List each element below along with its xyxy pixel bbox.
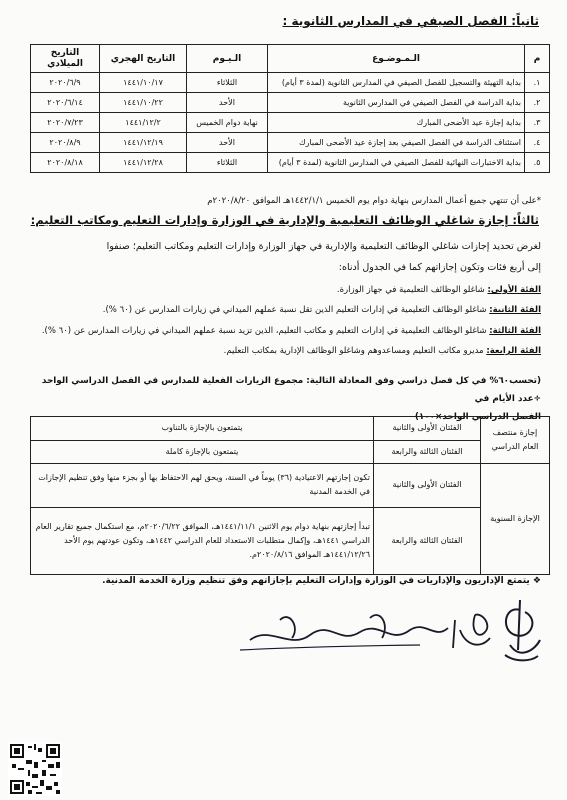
administrators-note: ❖ يتمتع الإداريون والإداريات في الوزارة وإدارات التعليم بإجازاتهم وفق تنظيم وزارة الخدمة المدنية. bbox=[102, 576, 541, 586]
calc-line-2: الفصل الدراسي الواحد×١٠٠) bbox=[414, 412, 541, 422]
gregorian-date-cell: ٢٠٢٠/٧/٢٣ bbox=[31, 113, 100, 133]
table-row bbox=[31, 417, 550, 441]
intro-paragraph bbox=[26, 236, 541, 278]
table-row bbox=[31, 93, 550, 113]
subject-cell: بداية التهيئة والتسجيل للفصل الصيفي في المدارس الثانوية (لمدة ٣ أيام) bbox=[268, 73, 525, 93]
intro-line-2: إلى أربع فئات وتكون إجازاتهم كما في الجدول أدناه: bbox=[338, 262, 541, 273]
category-label: الفئة الثانية: bbox=[489, 305, 541, 315]
table-row bbox=[31, 73, 550, 93]
row-number: ٥. bbox=[525, 153, 550, 173]
schools-end-note: *على أن تنتهي جميع أعمال المدارس بنهاية دوام يوم الخميس ١٤٤٢/١/١هـ الموافق ٢٠٢٠/٨/٢٠م bbox=[207, 196, 541, 206]
subject-cell: بداية الدراسة في الفصل الصيفي في المدارس الثانوية bbox=[268, 93, 525, 113]
subject-cell: بداية الاختبارات النهائية للفصل الصيفي في المدارس الثانوية (لمدة ٣ أيام) bbox=[268, 153, 525, 173]
hijri-date-cell: ١٤٤١/١٢/١٩ bbox=[100, 133, 187, 153]
leave-text-cell: تكون إجازتهم الاعتيادية (٣٦) يوماً في السنة، ويحق لهم الاحتفاظ بها أو بجزء منها وفق تنظيم الإجازات في الخدمة المدنية bbox=[31, 464, 374, 508]
category-2 bbox=[103, 305, 541, 315]
table-row bbox=[31, 133, 550, 153]
gregorian-date-cell: ٢٠٢٠/٦/٩ bbox=[31, 73, 100, 93]
category-text: شاغلو الوظائف التعليمية في إدارات التعليم و مكاتب التعليم، الذين تزيد نسبة عملهم الميداني في زيارات المدارس عن (٦٠ %). bbox=[41, 326, 490, 336]
qr-code-icon bbox=[8, 742, 62, 796]
table-row bbox=[31, 464, 550, 508]
table-row bbox=[31, 113, 550, 133]
category-1 bbox=[337, 285, 541, 295]
summer-schedule-table bbox=[30, 44, 550, 173]
header-day: الـيـوم bbox=[187, 45, 268, 73]
subject-cell: استئناف الدراسة في الفصل الصيفي بعد إجازة عيد الأضحى المبارك bbox=[268, 133, 525, 153]
row-number: ٣. bbox=[525, 113, 550, 133]
header-hijri: التاريخ الهجري bbox=[100, 45, 187, 73]
gregorian-date-cell: ٢٠٢٠/٦/١٤ bbox=[31, 93, 100, 113]
category-label: الفئة الثالثة: bbox=[489, 326, 541, 336]
group-cell: الفئتان الأولى والثانية bbox=[374, 464, 481, 508]
leave-table bbox=[30, 416, 550, 575]
midyear-label: إجازة منتصف العام الدراسي bbox=[481, 417, 550, 464]
header-num: م bbox=[525, 45, 550, 73]
day-cell: الثلاثاء bbox=[187, 73, 268, 93]
gregorian-date-cell: ٢٠٢٠/٨/٩ bbox=[31, 133, 100, 153]
calc-line-1: (تحسب٦٠% في كل فصل دراسي وفق المعادلة التالية: مجموع الزيارات الفعلية للمدارس في الفصل الدراسي الواحد ÷عدد الأيام في bbox=[41, 376, 541, 404]
day-cell: الثلاثاء bbox=[187, 153, 268, 173]
category-label: الفئة الرابعة: bbox=[486, 346, 541, 356]
day-cell: الأحد bbox=[187, 93, 268, 113]
day-cell: نهاية دوام الخميس bbox=[187, 113, 268, 133]
header-subject: الـمـوضـوع bbox=[268, 45, 525, 73]
header-gregorian: التاريخ الميلادي bbox=[31, 45, 100, 73]
intro-line-1: لغرض تحديد إجازات شاغلي الوظائف التعليمية والإدارية في جهاز الوزارة وإدارات التعليم ومكاتب التعليم؛ صنفوا bbox=[106, 241, 541, 252]
hijri-date-cell: ١٤٤١/١٠/١٧ bbox=[100, 73, 187, 93]
section-three-title: ثالثاً: إجازة شاغلي الوظائف التعليمية والإدارية في الوزارة وإدارات التعليم ومكاتب التعليم: bbox=[30, 213, 539, 227]
group-cell: الفئتان الثالثة والرابعة bbox=[374, 507, 481, 574]
subject-cell: بداية إجازة عيد الأضحى المبارك bbox=[268, 113, 525, 133]
hijri-date-cell: ١٤٤١/١٢/٢ bbox=[100, 113, 187, 133]
row-number: ٢. bbox=[525, 93, 550, 113]
row-number: ٤. bbox=[525, 133, 550, 153]
hijri-date-cell: ١٤٤١/١٢/٢٨ bbox=[100, 153, 187, 173]
leave-text-cell: يتمتعون بالإجازة بالتناوب bbox=[31, 417, 374, 441]
annual-label: الإجازة السنوية bbox=[481, 464, 550, 575]
leave-text-cell: تبدأ إجازتهم بنهاية دوام يوم الاثنين ١٤٤١/١١/١هـ، الموافق ٢٠٢٠/٦/٢٢م، مع استكمال جميع تقارير العام الدراسي ١٤٤١هـ، وإكمال متطلبات الاستعداد للعام الدراسي ١٤٤٢هـ، وتكون عودتهم يوم الأحد ١٤٤١/١٢/٢٦هـ الموافق ٢٠٢٠/٨/١٦م. bbox=[31, 507, 374, 574]
category-text: شاغلو الوظائف التعليمية في إدارات التعليم الذين تقل نسبة عملهم الميداني في زيارات المدارس عن (٦٠ %). bbox=[102, 305, 490, 315]
day-cell: الأحد bbox=[187, 133, 268, 153]
table-header-row bbox=[31, 45, 550, 73]
section-two-title: ثانياً: الفصل الصيفي في المدارس الثانوية : bbox=[282, 14, 539, 28]
leave-text-cell: يتمتعون بالإجازة كاملة bbox=[31, 440, 374, 464]
table-row bbox=[31, 153, 550, 173]
gregorian-date-cell: ٢٠٢٠/٨/١٨ bbox=[31, 153, 100, 173]
group-cell: الفئتان الأولى والثانية bbox=[374, 417, 481, 441]
category-3 bbox=[42, 326, 541, 336]
table-row bbox=[31, 440, 550, 464]
table-row bbox=[31, 507, 550, 574]
row-number: ١. bbox=[525, 73, 550, 93]
hijri-date-cell: ١٤٤١/١٠/٢٢ bbox=[100, 93, 187, 113]
group-cell: الفئتان الثالثة والرابعة bbox=[374, 440, 481, 464]
category-label: الفئة الأولى: bbox=[487, 285, 541, 295]
category-text: شاغلو الوظائف التعليمية في جهاز الوزارة. bbox=[336, 285, 488, 295]
signature-icon bbox=[220, 590, 550, 670]
category-4 bbox=[224, 346, 541, 356]
category-text: مديرو مكاتب التعليم ومساعدوهم وشاغلو الوظائف الإدارية بمكاتب التعليم. bbox=[223, 346, 487, 356]
